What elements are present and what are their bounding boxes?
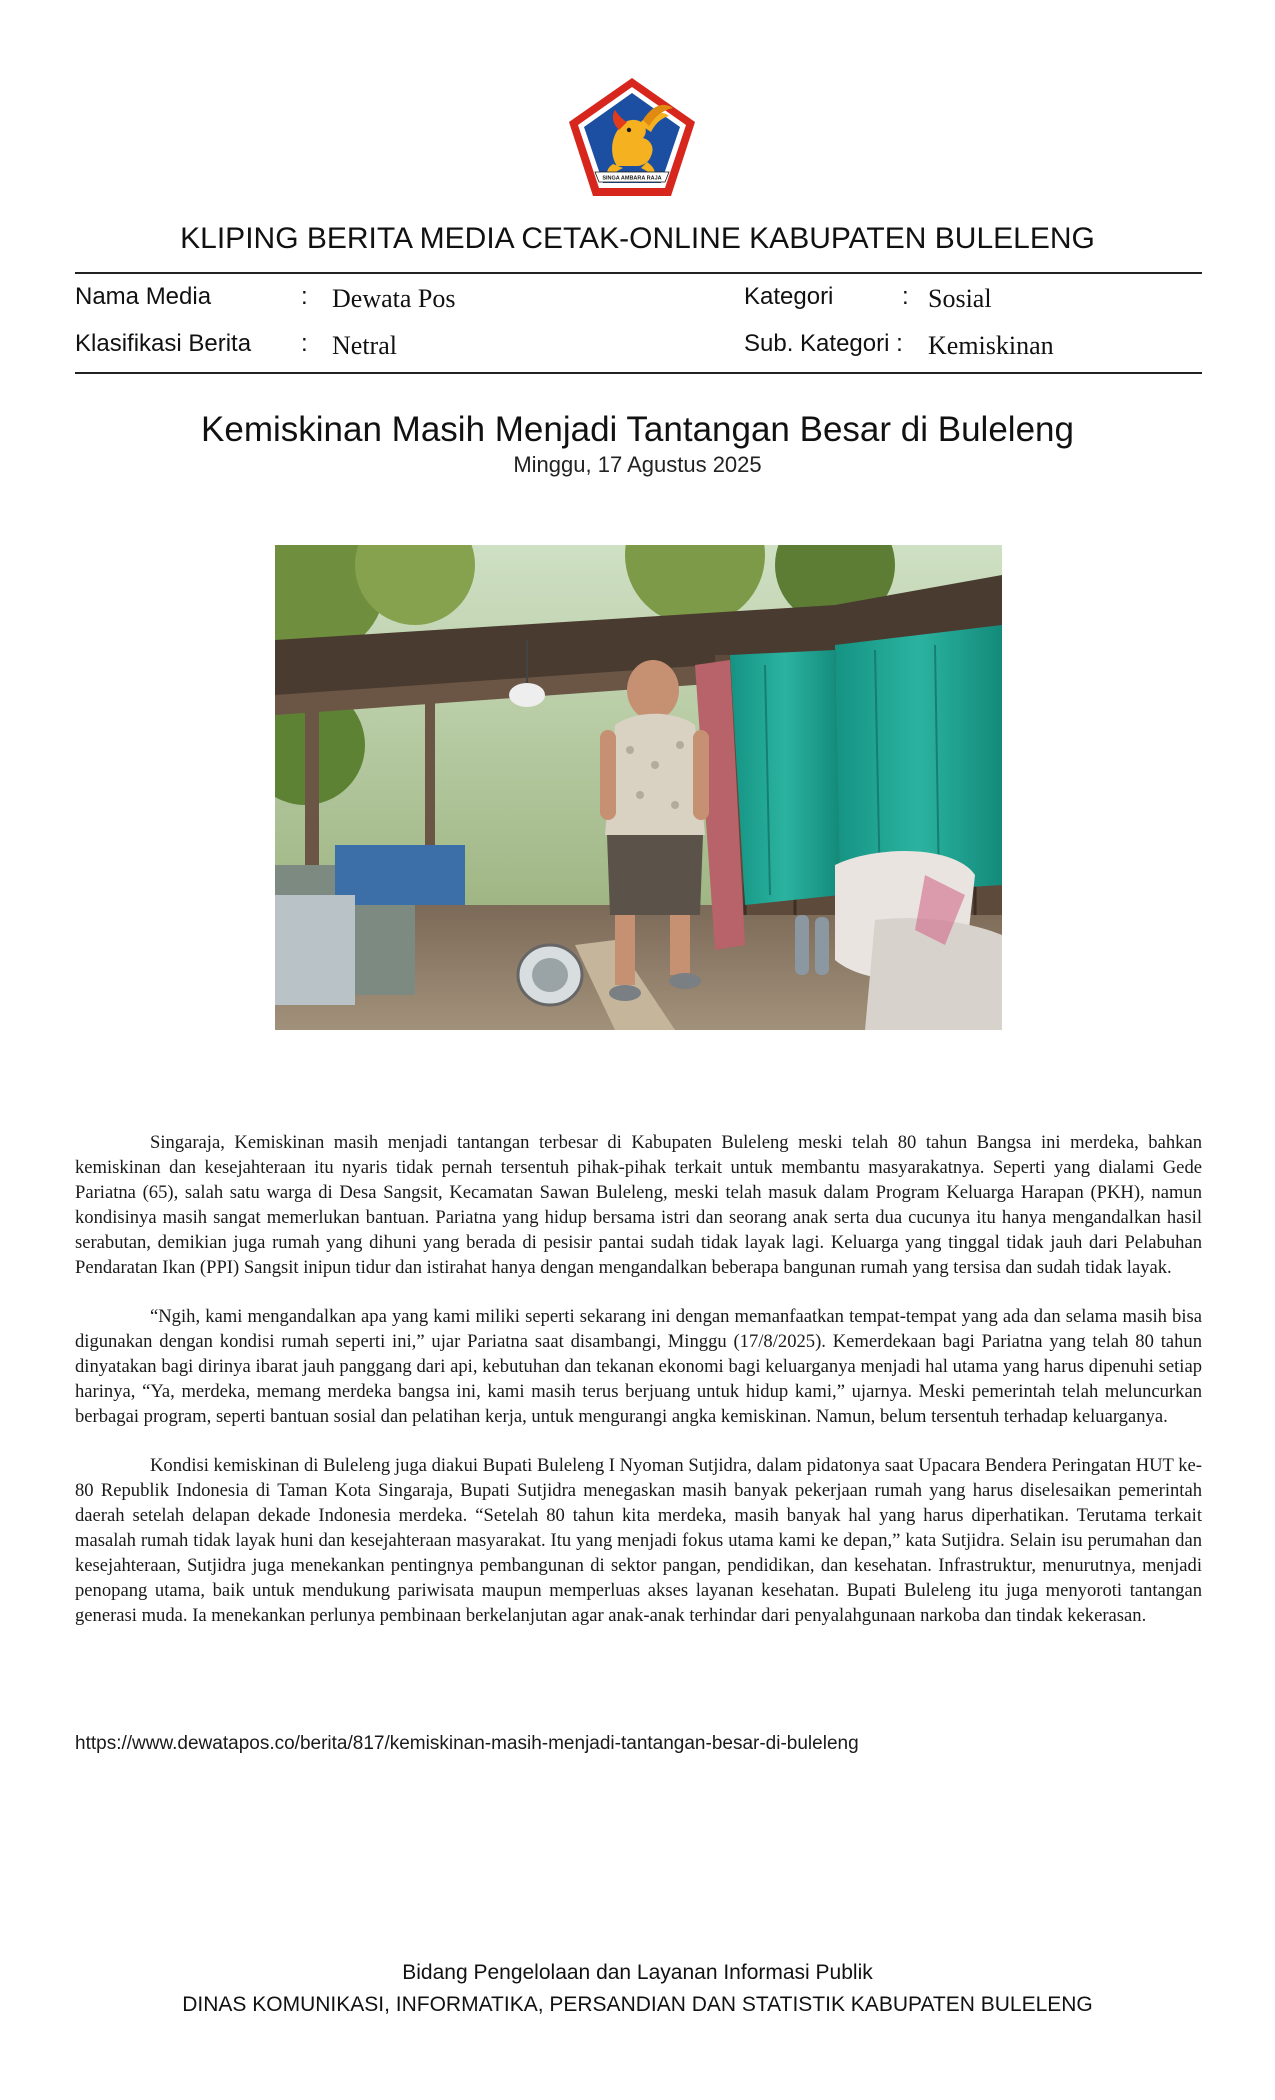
article-paragraph: “Ngih, kami mengandalkan apa yang kami miliki seperti sekarang ini dengan memanfaatkan tempat-tempat yang ada dan selama masih bisa digunakan dengan kondisi rumah seperti ini,” ujar Pariatna saat disambangi, Minggu (17/8/2025). Kemerdekaan bagi Pariatna yang telah 80 tahun dinyatakan bagi dirinya ibarat jauh panggang dari api, kebutuhan dan tekanan ekonomi bagi keluarganya menjadi hal utama yang harus dipenuhi setiap harinya, “Ya, merdeka, memang merdeka bangsa ini, kami masih terus berjuang untuk hidup kami,” ujarnya. Meski pemerintah telah meluncurkan berbagai program, seperti bantuan sosial dan pelatihan kerja, untuk mengurangi angka kemiskinan. Namun, belum tersentuh terhadap keluarganya. xyxy=(75,1306,1202,1427)
nama-media-value: Dewata Pos xyxy=(332,284,456,313)
article-body xyxy=(75,1130,1202,1652)
kategori-label: Kategori xyxy=(744,283,834,310)
source-url: https://www.dewatapos.co/berita/817/kemiskinan-masih-menjadi-tantangan-besar-di-buleleng xyxy=(75,1733,859,1754)
buleleng-logo xyxy=(565,74,699,200)
nama-media-label: Nama Media xyxy=(75,283,212,310)
klasifikasi-label: Klasifikasi Berita xyxy=(75,330,252,357)
buleleng-emblem-icon xyxy=(565,74,699,200)
article-date: Minggu, 17 Agustus 2025 xyxy=(513,452,762,477)
footer-unit: Bidang Pengelolaan dan Layanan Informasi Publik xyxy=(402,1961,873,1984)
article-photo xyxy=(275,545,1002,1030)
header-top-divider xyxy=(75,272,1202,274)
article-headline: Kemiskinan Masih Menjadi Tantangan Besar di Buleleng xyxy=(201,410,1074,449)
sub-kategori-value: Kemiskinan xyxy=(928,331,1054,360)
header-bottom-divider xyxy=(75,372,1202,374)
nama-media-colon: : xyxy=(301,283,308,310)
article-paragraph: Kondisi kemiskinan di Buleleng juga diakui Bupati Buleleng I Nyoman Sutjidra, dalam pidatonya saat Upacara Bendera Peringatan HUT ke-80 Republik Indonesia di Taman Kota Singaraja, Bupati Sutjidra menegaskan masih banyak pekerjaan rumah yang harus diselesaikan pemerintah daerah setelah delapan dekade Indonesia merdeka. “Setelah 80 tahun kita merdeka, masih banyak hal yang harus diperhatikan. Terutama terkait masalah rumah tidak layak huni dan kesejahteraan masyarakat. Itu yang menjadi fokus utama kami ke depan,” kata Sutjidra. Selain isu perumahan dan kesejahteraan, Sutjidra juga menekankan pentingnya pembangunan di sektor pangan, pendidikan, dan kesehatan. Infrastruktur, menurutnya, menjadi penopang utama, baik untuk mendukung pariwisata maupun memperluas akses layanan kesehatan. Bupati Buleleng itu juga menyoroti tantangan generasi muda. Ia menekankan perlunya pembinaan berkelanjutan agar anak-anak terhindar dari penyalahgunaan narkoba dan tindak kekerasan. xyxy=(75,1455,1202,1626)
kategori-colon: : xyxy=(902,283,909,310)
logo-motto: SINGA AMBARA RAJA xyxy=(602,175,662,182)
klasifikasi-colon: : xyxy=(301,330,308,357)
sub-kategori-label: Sub. Kategori : xyxy=(744,330,903,357)
kategori-value: Sosial xyxy=(928,284,992,313)
footer-agency: DINAS KOMUNIKASI, INFORMATIKA, PERSANDIAN DAN STATISTIK KABUPATEN BULELENG xyxy=(182,1993,1093,2016)
article-paragraph: Singaraja, Kemiskinan masih menjadi tantangan terbesar di Kabupaten Buleleng meski telah 80 tahun Bangsa ini merdeka, bahkan kemiskinan dan kesejahteraan itu nyaris tidak pernah tersentuh pihak-pihak terkait untuk membantu masyarakatnya. Seperti yang dialami Gede Pariatna (65), salah satu warga di Desa Sangsit, Kecamatan Sawan Buleleng, meski telah masuk dalam Program Keluarga Harapan (PKH), namun kondisinya masih sangat memerlukan bantuan. Pariatna yang hidup bersama istri dan seorang anak serta dua cucunya itu hanya mengandalkan hasil serabutan, demikian juga rumah yang dihuni yang berada di pesisir pantai sudah tidak layak lagi. Keluarga yang tinggal tidak jauh dari Pelabuhan Pendaratan Ikan (PPI) Sangsit inipun tidur dan istirahat hanya dengan mengandalkan beberapa bangunan rumah yang tersisa dan sudah tidak layak. xyxy=(75,1132,1202,1278)
klasifikasi-value: Netral xyxy=(332,331,397,360)
shack-photo-illustration xyxy=(275,545,1002,1030)
document-title: KLIPING BERITA MEDIA CETAK-ONLINE KABUPATEN BULELENG xyxy=(180,222,1095,255)
